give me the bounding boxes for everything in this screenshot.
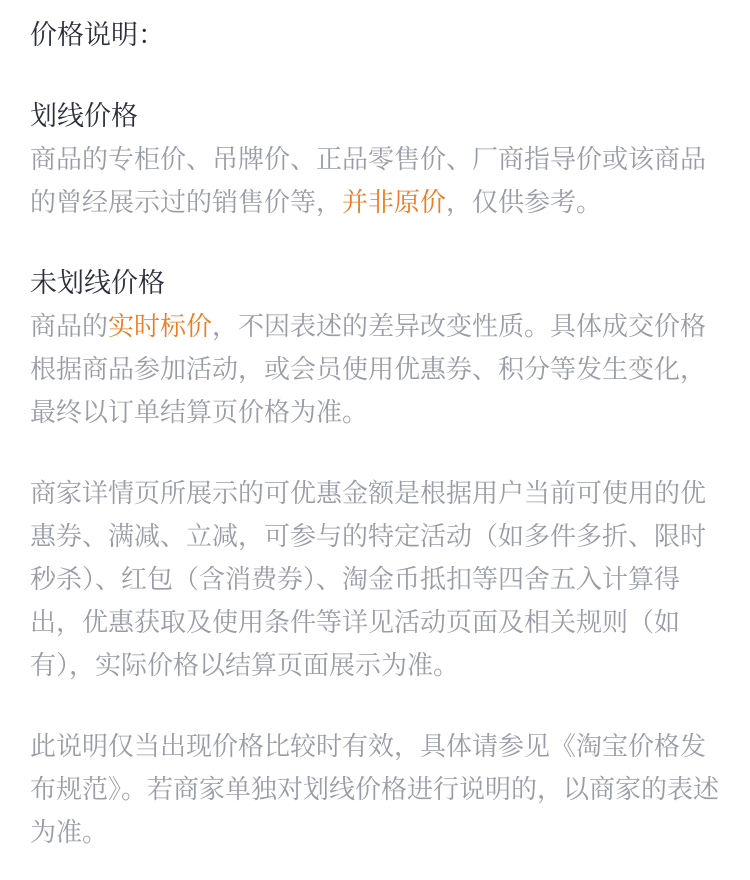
- text-run: 商品的专柜价、吊牌价、正品零售价、厂商指导价或该商品的曾经展示过的销售价等，: [30, 144, 707, 217]
- text-run: ，仅供参考。: [446, 187, 603, 217]
- section-disclaimer: [30, 725, 720, 854]
- page-title: 价格说明：: [30, 20, 165, 50]
- paragraph-discount-amount: [30, 472, 720, 687]
- text-run: ，不因表述的差异改变性质。具体成交价格根据商品参加活动，或会员使用优惠券、积分等发生变化，最终以订单结算页价格为准。: [30, 311, 707, 427]
- paragraph-strikethrough-price: [30, 138, 720, 224]
- highlighted-text: 实时标价: [108, 311, 213, 341]
- paragraph-non-strikethrough-price: [30, 305, 720, 434]
- highlighted-text: 并非原价: [342, 187, 447, 217]
- text-run: 商品的: [30, 311, 109, 341]
- section-strikethrough-price: [30, 95, 720, 224]
- section-heading-strikethrough-price: 划线价格: [30, 101, 138, 131]
- section-heading-non-strikethrough-price: 未划线价格: [30, 268, 165, 298]
- paragraph-disclaimer: [30, 725, 720, 854]
- text-run: 商家详情页所展示的可优惠金额是根据用户当前可使用的优惠券、满减、立减，可参与的特定活动（如多件多折、限时秒杀）、红包（含消费券）、淘金币抵扣等四舍五入计算得出，优惠获取及使用条件等详见活动页面及相关规则（如有），实际价格以结算页面展示为准。: [30, 478, 707, 680]
- text-run: 此说明仅当出现价格比较时有效，具体请参见《淘宝价格发布规范》。若商家单独对划线价格进行说明的，以商家的表述为准。: [30, 731, 720, 847]
- section-discount-amount: [30, 472, 720, 687]
- section-non-strikethrough-price: [30, 262, 720, 434]
